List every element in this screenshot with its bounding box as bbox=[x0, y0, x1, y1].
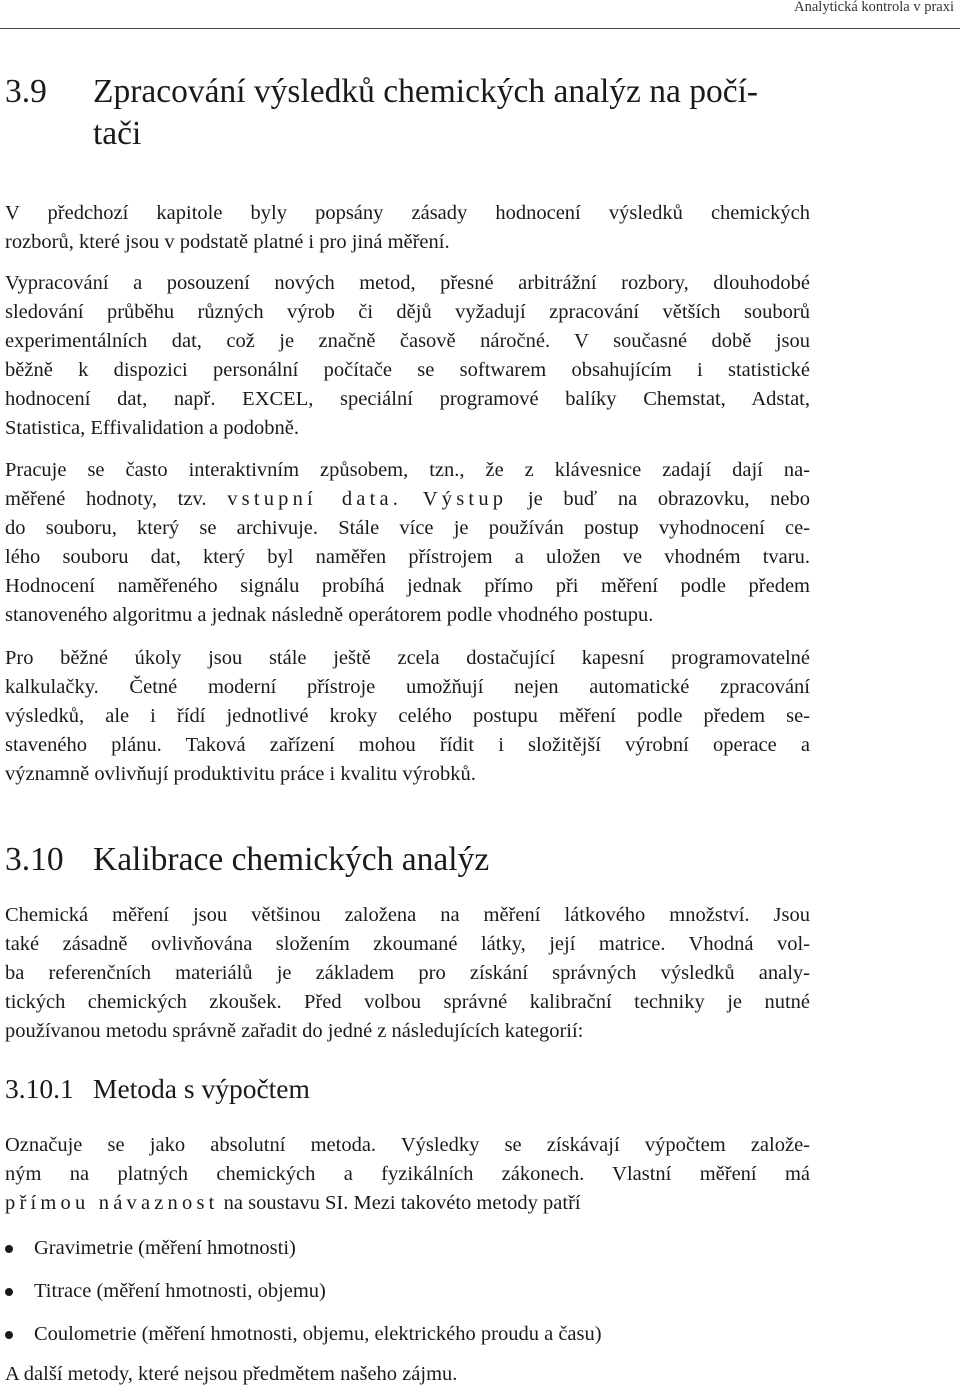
list-item bbox=[5, 1320, 810, 1363]
text-line: A další metody, které nejsou předmětem našeho zájmu. bbox=[5, 1363, 458, 1385]
running-header: Analytická kontrola v praxi bbox=[794, 0, 954, 15]
emphasis-output: Výstup bbox=[422, 488, 508, 510]
paragraph-3-9-1 bbox=[5, 199, 810, 257]
emphasis-direct-traceability: přímou návaznost bbox=[5, 1192, 219, 1214]
text-line: ným na platných chemických a fyzikálních zákonech. Vlastní měření má bbox=[5, 1163, 810, 1185]
list-item bbox=[5, 1234, 810, 1277]
section-heading-3-10-1 bbox=[5, 1073, 810, 1105]
section-title-cont: tači bbox=[93, 115, 142, 152]
text-line: tických chemických zkoušek. Před volbou správné kalibrační techniky je nutné bbox=[5, 991, 810, 1013]
text-line: Označuje se jako absolutní metoda. Výsledky se získávají výpočtem založe- bbox=[5, 1134, 810, 1156]
paragraph-3-9-2 bbox=[5, 269, 810, 443]
text-line: kalkulačky. Četné moderní přístroje umožňují nejen automatické zpracování bbox=[5, 676, 810, 698]
bullet-icon bbox=[5, 1331, 13, 1339]
text-line: Pro běžné úkoly jsou stále ještě zcela dostačující kapesní programovatelné bbox=[5, 647, 810, 669]
section-title: Kalibrace chemických analýz bbox=[93, 841, 490, 878]
text-line: Chemická měření jsou většinou založena na měření látkového množství. Jsou bbox=[5, 904, 810, 926]
method-list bbox=[5, 1234, 810, 1363]
bullet-icon bbox=[5, 1245, 13, 1253]
text-line: hodnocení dat, např. EXCEL, speciální programové balíky Chemstat, Adstat, bbox=[5, 388, 810, 410]
text-line: běžně k dispozici personální počítače se softwarem obsahujícím i statistické bbox=[5, 359, 810, 381]
list-item-text: Gravimetrie (měření hmotnosti) bbox=[34, 1237, 296, 1259]
text-line: sledování průběhu různých výrob či dějů vyžadují zpracování větších souborů bbox=[5, 301, 810, 323]
section-number: 3.10.1 bbox=[5, 1073, 74, 1104]
text-line bbox=[5, 1189, 810, 1218]
text-line: Hodnocení naměřeného signálu probíhá jednak přímo při měření podle předem bbox=[5, 575, 810, 597]
text-line: Pracuje se často interaktivním způsobem, tzn., že z klávesnice zadají dají na- bbox=[5, 459, 810, 481]
text-line bbox=[5, 485, 810, 514]
list-item-text: Coulometrie (měření hmotnosti, objemu, elektrického proudu a času) bbox=[34, 1323, 602, 1345]
text-line: staveného plánu. Taková zařízení mohou řídit i složitější výrobní operace a bbox=[5, 734, 810, 756]
text-line: výsledků, ale i řídí jednotlivé kroky celého postupu měření podle předem se- bbox=[5, 705, 810, 727]
bullet-icon bbox=[5, 1288, 13, 1296]
section-title: Zpracování výsledků chemických analýz na počí- bbox=[93, 73, 759, 110]
text-line: do souboru, který se archivuje. Stále více je používán postup vyhodnocení ce- bbox=[5, 517, 810, 539]
text-line: Vypracování a posouzení nových metod, přesné arbitrážní rozbory, dlouhodobé bbox=[5, 272, 810, 294]
paragraph-3-9-4 bbox=[5, 644, 810, 789]
list-item bbox=[5, 1277, 810, 1320]
paragraph-3-10-1 bbox=[5, 901, 810, 1046]
section-number: 3.9 bbox=[5, 73, 47, 110]
text-run: na soustavu SI. Mezi takovéto metody patří bbox=[223, 1192, 581, 1214]
paragraph-3-9-3 bbox=[5, 456, 810, 630]
header-rule bbox=[0, 28, 960, 29]
text-line: významně ovlivňují produktivitu práce i kvalitu výrobků. bbox=[5, 763, 476, 785]
section-heading-3-9 bbox=[5, 71, 810, 155]
text-line: experimentálních dat, což je značně časově náročné. V současné době jsou bbox=[5, 330, 810, 352]
emphasis-input-data: vstupní data. bbox=[227, 488, 403, 510]
text-line: lého souboru dat, který byl naměřen přístrojem a uložen ve vhodném tvaru. bbox=[5, 546, 810, 568]
text-line: také zásadně ovlivňována složením zkoumané látky, její matrice. Vhodná vol- bbox=[5, 933, 810, 955]
text-line: rozborů, které jsou v podstatě platné i pro jiná měření. bbox=[5, 231, 450, 253]
section-title: Metoda s výpočtem bbox=[93, 1073, 310, 1104]
section-number: 3.10 bbox=[5, 841, 64, 878]
text-run: měřené hodnoty, tzv. bbox=[5, 488, 207, 510]
paragraph-3-10-1-1 bbox=[5, 1131, 810, 1218]
text-line: V předchozí kapitole byly popsány zásady hodnocení výsledků chemických bbox=[5, 202, 810, 224]
text-line: ba referenčních materiálů je základem pro získání správných výsledků analy- bbox=[5, 962, 810, 984]
closing-paragraph bbox=[5, 1360, 810, 1389]
text-line: Statistica, Effivalidation a podobně. bbox=[5, 417, 299, 439]
text-run: je buď na obrazovku, nebo bbox=[527, 488, 811, 510]
section-heading-3-10 bbox=[5, 839, 810, 881]
text-line: používanou metodu správně zařadit do jedné z následujících kategorií: bbox=[5, 1020, 584, 1042]
list-item-text: Titrace (měření hmotnosti, objemu) bbox=[34, 1280, 326, 1302]
text-line: stanoveného algoritmu a jednak následně operátorem podle vhodného postupu. bbox=[5, 604, 654, 626]
